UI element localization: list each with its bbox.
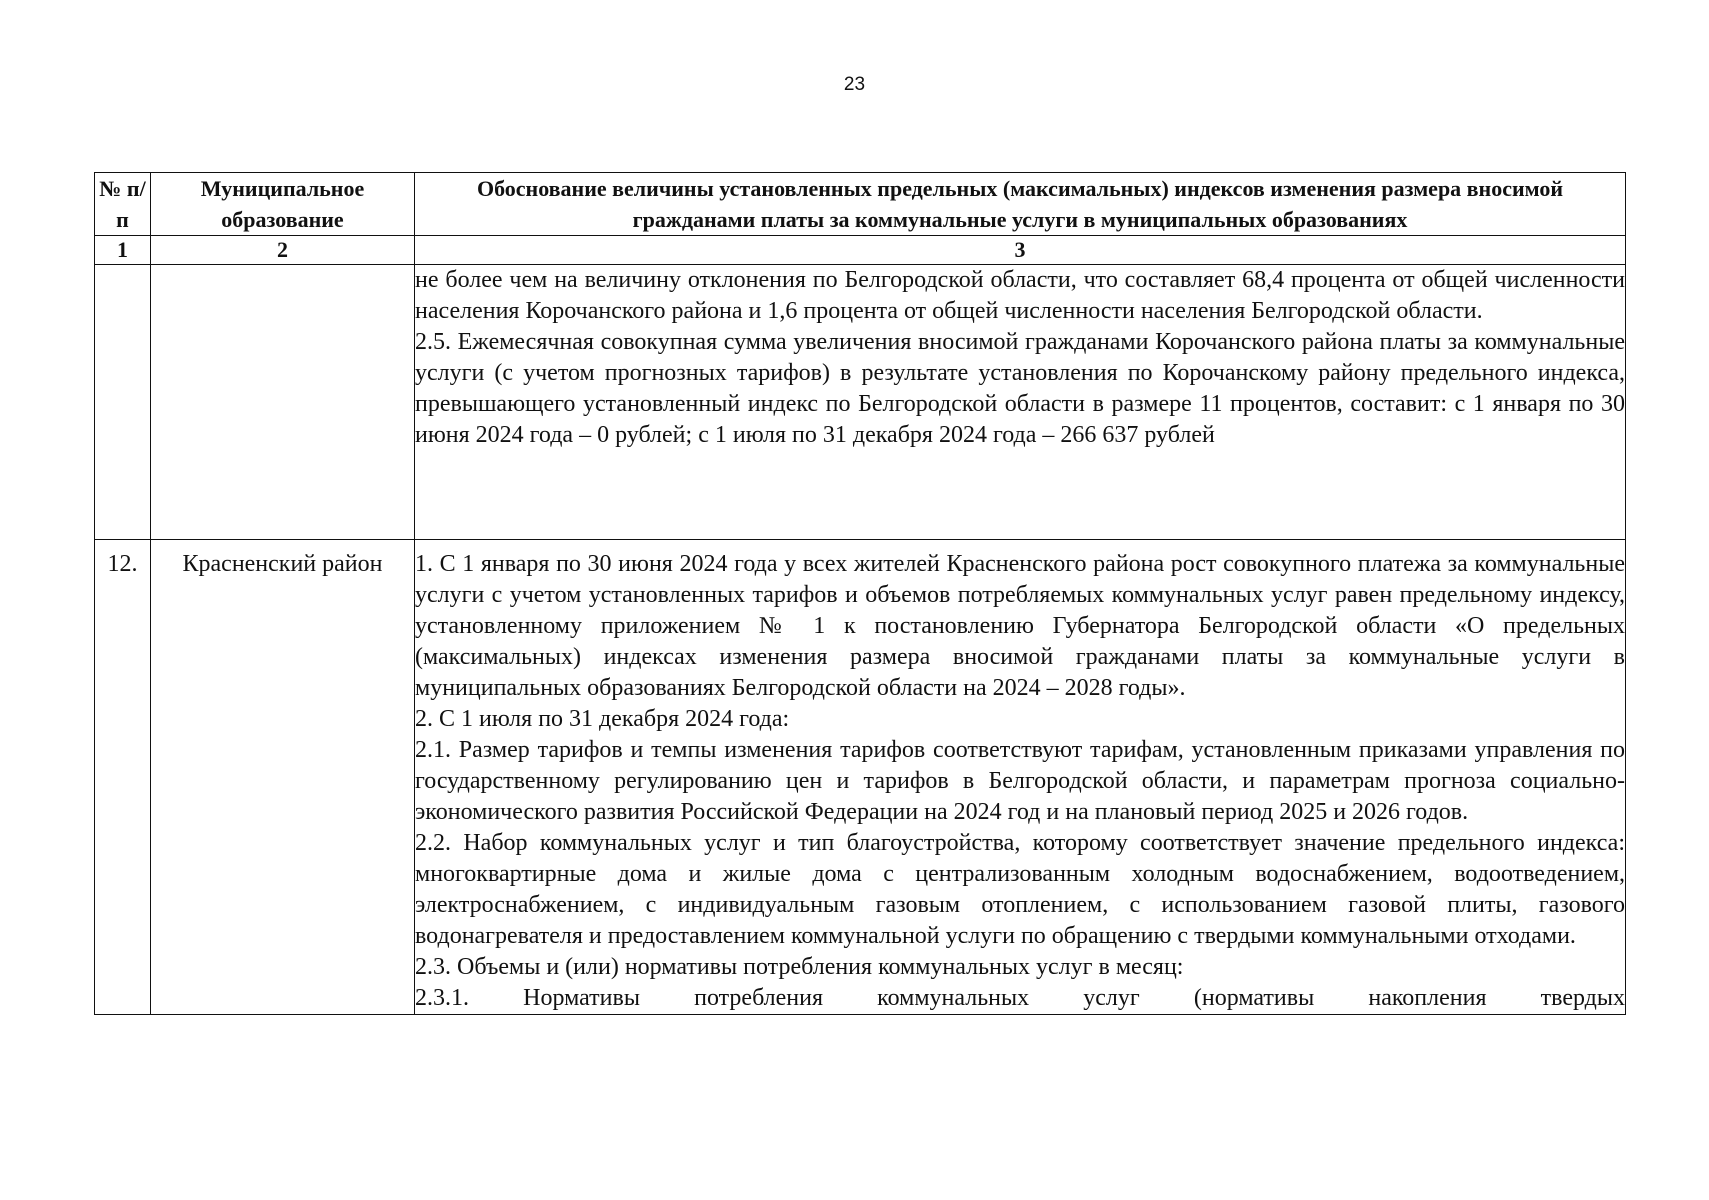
- column-number-2: 2: [151, 236, 415, 265]
- table-row: [95, 540, 1626, 1015]
- header-row: [95, 173, 1626, 236]
- header-justification: Обоснование величины установленных предельных (максимальных) индексов изменения размера вносимой гражданами платы за коммунальные услуги в муниципальных образованиях: [415, 173, 1626, 236]
- row-justification: [415, 540, 1626, 1015]
- table-row: [95, 265, 1626, 540]
- row-justification: [415, 265, 1626, 540]
- paragraph: 2.3.1. Нормативы потребления коммунальных услуг (нормативы накопления твердых: [415, 985, 1625, 1011]
- column-number-row: [95, 236, 1626, 265]
- justification-table: [94, 172, 1626, 1015]
- paragraph: 2.1. Размер тарифов и темпы изменения тарифов соответствуют тарифам, установленным приказами управления по государственному регулированию цен и тарифов в Белгородской области, и параметрам прогноза социально-экономического развития Российской Федерации на 2024 год и на плановый период 2025 и 2026 годов.: [415, 737, 1625, 825]
- paragraph: 2.5. Ежемесячная совокупная сумма увеличения вносимой гражданами Корочанского района платы за коммунальные услуги (с учетом прогнозных тарифов) в результате установления по Корочанскому району предельного индекса, превышающего установленный индекс по Белгородской области в размере 11 процентов, составит: с 1 января по 30 июня 2024 года – 0 рублей; с 1 июля по 31 декабря 2024 года – 266 637 рублей: [415, 329, 1625, 448]
- header-number: № п/п: [95, 173, 151, 236]
- column-number-1: 1: [95, 236, 151, 265]
- page-number: 23: [843, 74, 866, 95]
- paragraph: не более чем на величину отклонения по Белгородской области, что составляет 68,4 процента от общей численности населения Корочанского района и 1,6 процента от общей численности населения Белгородской области.: [415, 267, 1625, 324]
- paragraph: 1. С 1 января по 30 июня 2024 года у всех жителей Красненского района рост совокупного платежа за коммунальные услуги с учетом установленных тарифов и объемов потребляемых коммунальных услуг равен предельному индексу, установленному приложением № 1 к постановлению Губернатора Белгородской области «О предельных (максимальных) индексах изменения размера вносимой гражданами платы за коммунальные услуги в муниципальных образованиях Белгородской области на 2024 – 2028 годы».: [415, 551, 1625, 701]
- row-number: 12.: [95, 540, 151, 1015]
- paragraph: 2.2. Набор коммунальных услуг и тип благоустройства, которому соответствует значение предельного индекса: многоквартирные дома и жилые дома с централизованным холодным водоснабжением, водоотведением, электроснабжением, с индивидуальным газовым отоплением, с использованием газовой плиты, газового водонагревателя и предоставлением коммунальной услуги по обращению с твердыми коммунальными отходами.: [415, 830, 1625, 949]
- row-municipality: Красненский район: [151, 540, 415, 1015]
- row-number: [95, 265, 151, 540]
- paragraph: 2.3. Объемы и (или) нормативы потребления коммунальных услуг в месяц:: [415, 954, 1184, 980]
- paragraph: 2. С 1 июля по 31 декабря 2024 года:: [415, 706, 790, 732]
- header-municipality: Муниципальное образование: [151, 173, 415, 236]
- row-municipality: [151, 265, 415, 540]
- column-number-3: 3: [415, 236, 1626, 265]
